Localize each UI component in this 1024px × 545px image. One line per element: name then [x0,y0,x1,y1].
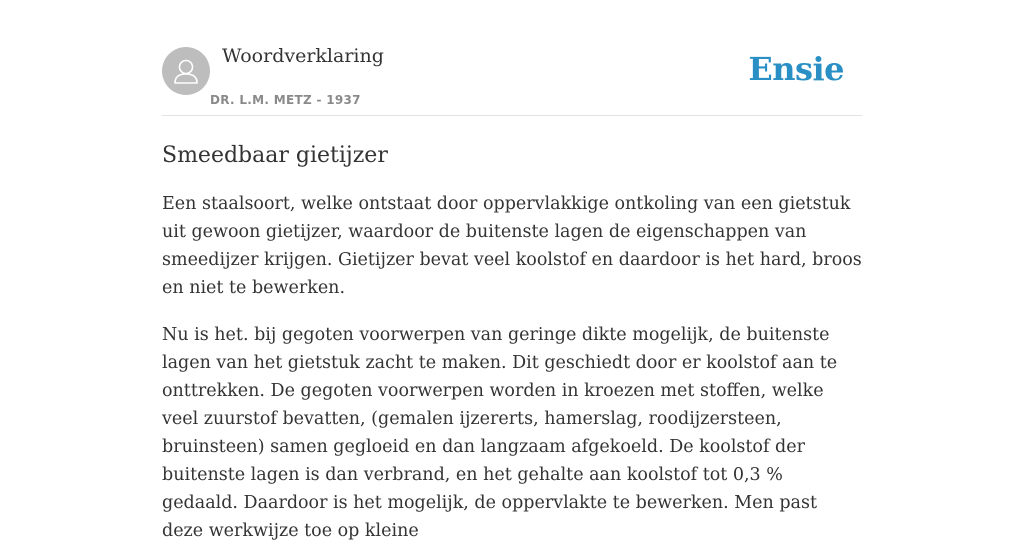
content-container [162,0,862,545]
avatar[interactable] [162,47,210,95]
header [162,0,862,116]
doc-title[interactable]: Woordverklaring [222,45,384,67]
entry-title: Smeedbaar gietijzer [162,143,388,168]
author-byline[interactable]: DR. L.M. METZ - 1937 [210,93,361,107]
entry-paragraph: Een staalsoort, welke ontstaat door oppervlakkige ontkoling van een gietstuk uit gewoon gietijzer, waardoor de buitenste lagen de eigenschappen van smeedijzer krijgen. Gietijzer bevat veel koolstof en daardoor is het hard, broos en niet te bewerken. [162,194,862,298]
user-icon [162,47,210,95]
brand-logo[interactable]: Ensie [748,50,844,88]
entry-paragraph: Nu is het. bij gegoten voorwerpen van geringe dikte mogelijk, de buitenste lagen van het gietstuk zacht te maken. Dit geschiedt door er koolstof aan te onttrekken. De gegoten voorwerpen worden in kroezen met stoffen, welke veel zuurstof bevatten, (gemalen ijzererts, hamerslag, roodijzersteen, bruinsteen) samen gegloeid en dan langzaam afgekoeld. De koolstof der buitenste lagen is dan verbrand, en het gehalte aan koolstof tot 0,3 % gedaald. Daardoor is het mogelijk, de oppervlakte te bewerken. Men past deze werkwijze toe op kleine [162,325,838,541]
